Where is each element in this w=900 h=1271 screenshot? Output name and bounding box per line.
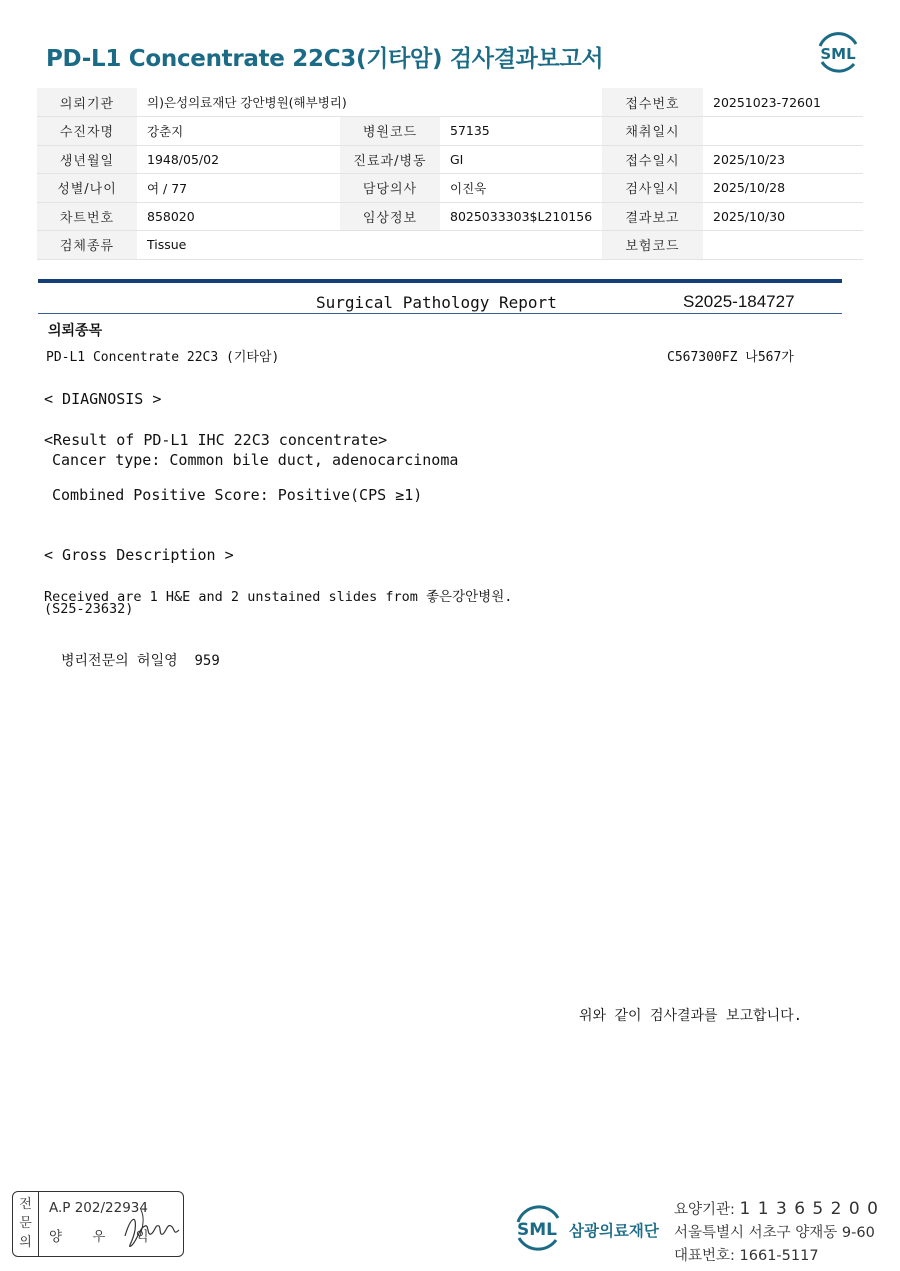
closing-statement: 위와 같이 검사결과를 보고합니다.	[579, 1008, 803, 1024]
footer-institution-label: 요양기관:	[674, 1202, 740, 1218]
label-receipt-number: 접수번호	[602, 88, 703, 117]
stamp-name: 양 우 익	[49, 1229, 162, 1245]
label-insurance-code: 보험코드	[602, 231, 703, 260]
surgical-report-title: Surgical Pathology Report	[316, 293, 557, 312]
value-patient-name: 강춘지	[137, 117, 340, 146]
footer-address: 서울특별시 서초구 양재동 9-60	[674, 1225, 875, 1241]
stamp-ap-number: A.P 202/22934	[49, 1200, 148, 1216]
info-row	[37, 231, 863, 260]
sml-footer-logo-text: SML	[517, 1220, 557, 1240]
stamp-side-char: 의	[19, 1235, 32, 1250]
label-receipt-date: 접수일시	[602, 145, 703, 174]
info-row	[37, 145, 863, 174]
request-code: C567300FZ 나567가	[667, 350, 794, 365]
value-collection-date	[703, 117, 863, 146]
footer-organization: 삼광의료재단	[569, 1222, 659, 1240]
sml-footer-logo-icon	[510, 1200, 566, 1256]
label-collection-date: 채취일시	[602, 117, 703, 146]
gross-heading: < Gross Description >	[44, 546, 234, 564]
value-test-date: 2025/10/28	[703, 174, 863, 203]
stamp-side-char: 문	[19, 1216, 32, 1231]
pathologist: 병리전문의 허일영 959	[61, 653, 220, 669]
sml-logo-text: SML	[820, 45, 856, 63]
result-heading: <Result of PD-L1 IHC 22C3 concentrate>	[44, 431, 388, 449]
label-result-report: 결과보고	[602, 202, 703, 231]
specimen-id: (S25-23632)	[44, 601, 134, 617]
label-clinical-info: 임상정보	[340, 202, 440, 231]
report-title-header: PD-L1 Concentrate 22C3(기타암) 검사결과보고서	[46, 46, 604, 72]
footer-institution-code	[674, 1198, 879, 1219]
footer-institution-value: 1 1 3 6 5 2 0 0	[739, 1199, 879, 1219]
value-birth-date: 1948/05/02	[137, 145, 340, 174]
label-chart-number: 차트번호	[37, 202, 137, 231]
label-department: 진료과/병동	[340, 145, 440, 174]
label-requesting-institution: 의뢰기관	[37, 88, 137, 117]
value-requesting-institution: 의)은성의료재단 강안병원(해부병리)	[137, 88, 602, 117]
value-department: GI	[440, 145, 602, 174]
footer-phone-value: 1661-5117	[739, 1248, 819, 1264]
specialist-stamp	[12, 1191, 184, 1257]
label-birth-date: 생년월일	[37, 145, 137, 174]
cps-result: Combined Positive Score: Positive(CPS ≥1)	[52, 486, 423, 504]
value-receipt-date: 2025/10/23	[703, 145, 863, 174]
report-number: S2025-184727	[683, 292, 795, 311]
value-physician: 이진욱	[440, 174, 602, 203]
request-heading: 의뢰종목	[48, 323, 103, 339]
sml-logo-icon	[814, 30, 862, 76]
value-specimen-type: Tissue	[137, 231, 602, 260]
value-result-report: 2025/10/30	[703, 202, 863, 231]
gross-received: Received are 1 H&E and 2 unstained slides from 좋은강안병원.	[44, 589, 513, 605]
label-hospital-code: 병원코드	[340, 117, 440, 146]
diagnosis-heading: < DIAGNOSIS >	[44, 390, 162, 408]
signature-icon	[121, 1206, 183, 1250]
value-sex-age: 여 / 77	[137, 174, 340, 203]
patient-info-table	[37, 88, 863, 260]
label-patient-name: 수진자명	[37, 117, 137, 146]
stamp-side-char: 전	[19, 1197, 32, 1212]
value-insurance-code	[703, 231, 863, 260]
header-divider-line	[38, 313, 842, 314]
info-row	[37, 88, 863, 117]
label-specimen-type: 검체종류	[37, 231, 137, 260]
label-test-date: 검사일시	[602, 174, 703, 203]
request-item: PD-L1 Concentrate 22C3 (기타암)	[46, 350, 280, 365]
label-physician: 담당의사	[340, 174, 440, 203]
value-hospital-code: 57135	[440, 117, 602, 146]
info-row	[37, 117, 863, 146]
info-row	[37, 202, 863, 231]
header-divider-bar	[38, 279, 842, 283]
label-sex-age: 성별/나이	[37, 174, 137, 203]
footer-phone-label: 대표번호:	[674, 1248, 740, 1264]
footer-phone	[674, 1244, 819, 1265]
value-chart-number: 858020	[137, 202, 340, 231]
value-clinical-info: 8025033303$L210156	[440, 202, 602, 231]
cancer-type: Cancer type: Common bile duct, adenocarcinoma	[52, 451, 459, 469]
stamp-side-label	[13, 1192, 39, 1256]
info-row	[37, 174, 863, 203]
value-receipt-number: 20251023-72601	[703, 88, 863, 117]
